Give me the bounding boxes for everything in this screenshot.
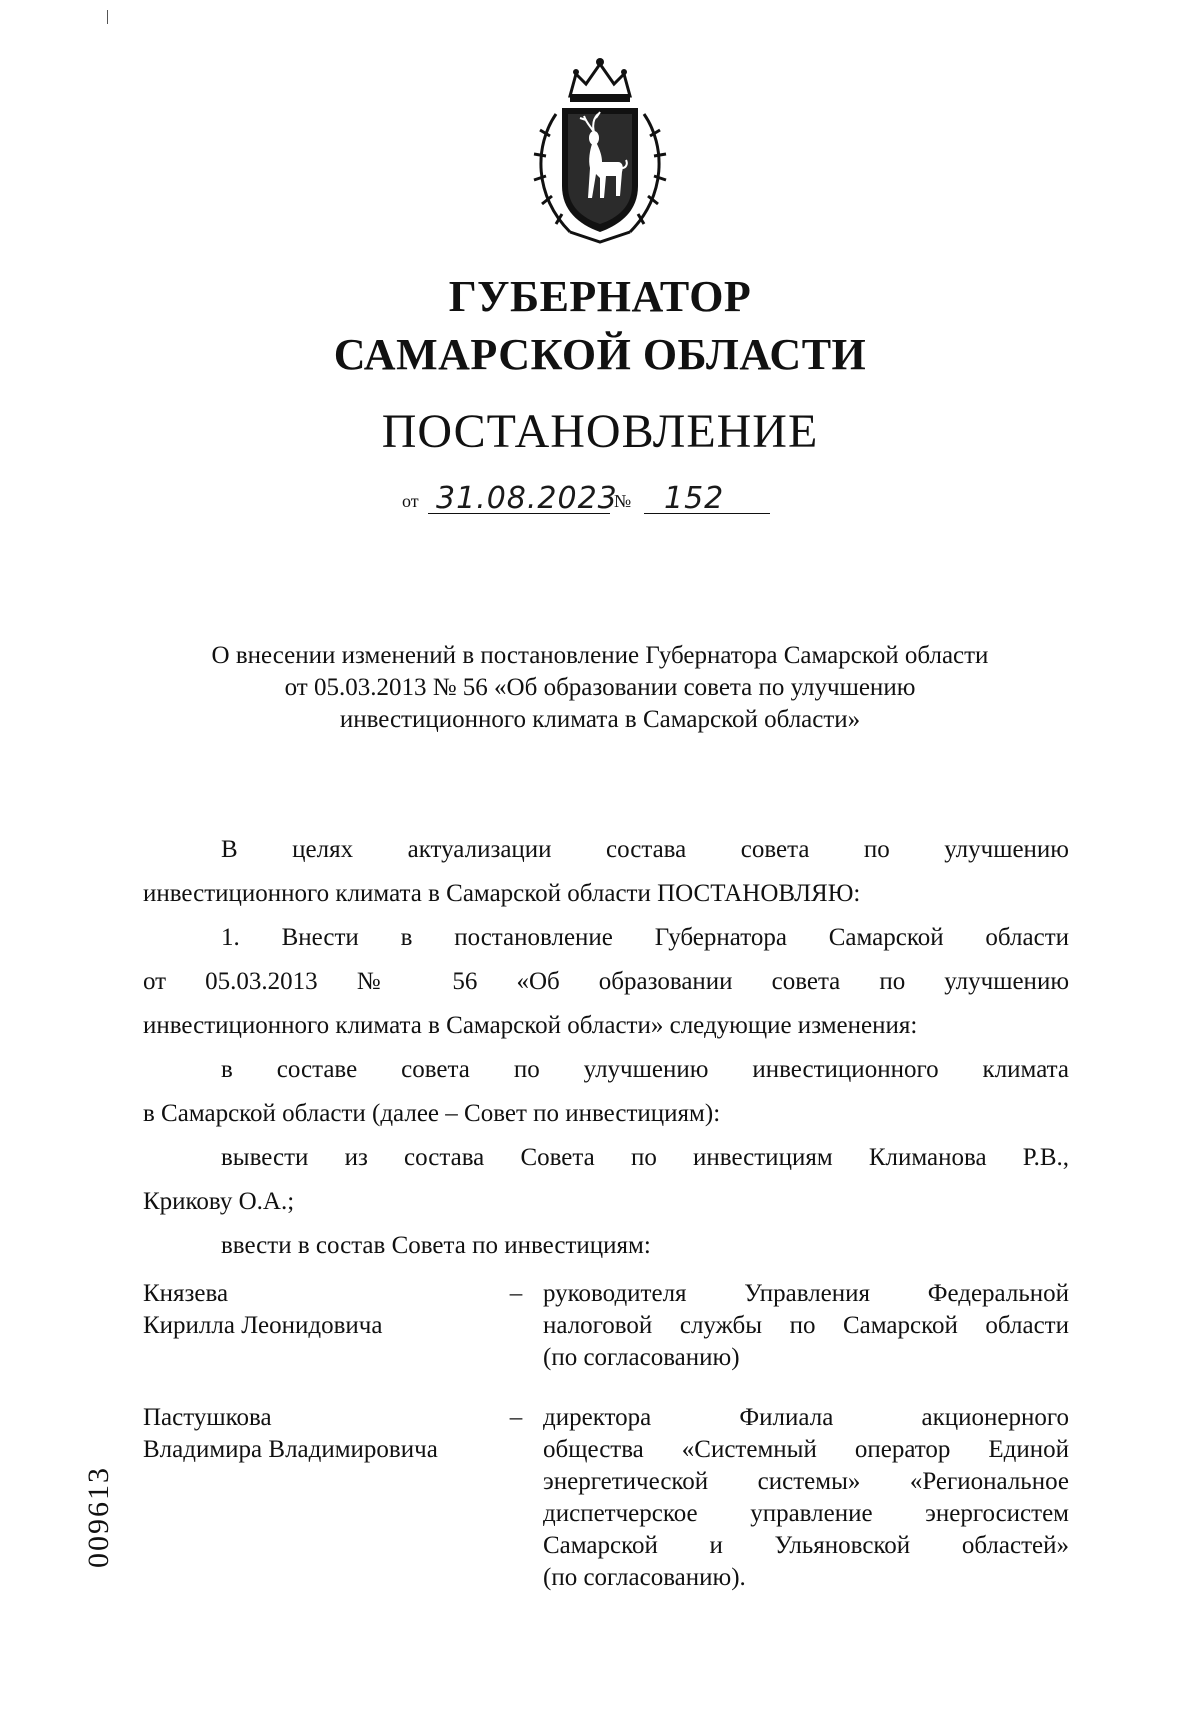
member-given-names: Кирилла Леонидовича (143, 1312, 383, 1339)
org-line-2: САМАРСКОЙ ОБЛАСТИ (333, 330, 867, 379)
paragraph-line: инвестиционного климата в Самарской области» следующие изменения: (143, 1012, 918, 1039)
role-line: Самарской и Ульяновской областей» (543, 1532, 1069, 1559)
subject-line: от 05.03.2013 № 56 «Об образовании совета по улучшению (284, 674, 916, 701)
role-line: директора Филиала акционерного (543, 1404, 1069, 1431)
dash-separator: – (509, 1280, 523, 1307)
paragraph-line: инвестиционного климата в Самарской области ПОСТАНОВЛЯЮ: (143, 880, 861, 907)
role-line: руководителя Управления Федеральной (543, 1280, 1069, 1307)
role-line: (по согласованию). (543, 1564, 746, 1591)
document-subject (120, 640, 1080, 736)
paragraph-line: В целях актуализации состава совета по улучшению (221, 836, 1069, 863)
member-surname: Пастушкова (143, 1404, 272, 1431)
date-number-line (402, 478, 802, 518)
registration-number: 009613 (82, 1466, 115, 1568)
issuing-authority (0, 268, 1200, 384)
dash-separator: – (509, 1404, 523, 1431)
document-body (143, 828, 1069, 1268)
number-label: № (614, 491, 632, 511)
member-role (543, 1402, 1069, 1594)
list-item (143, 1402, 1069, 1594)
member-name (143, 1402, 483, 1466)
member-name (143, 1278, 483, 1342)
role-line: энергетической системы» «Региональное (543, 1468, 1069, 1495)
paragraph-line: от 05.03.2013 № 56 «Об образовании совета по улучшению (143, 968, 1069, 995)
paragraph-line: 1. Внести в постановление Губернатора Самарской области (221, 924, 1069, 951)
list-item (143, 1278, 1069, 1374)
subject-line: инвестиционного климата в Самарской области» (339, 706, 861, 733)
scan-mark (107, 10, 108, 24)
paragraph-line: в составе совета по улучшению инвестиционного климата (221, 1056, 1069, 1083)
paragraph-line: ввести в состав Совета по инвестициям: (221, 1232, 651, 1259)
subject-line: О внесении изменений в постановление Губернатора Самарской области (211, 642, 989, 669)
role-line: общества «Системный оператор Единой (543, 1436, 1069, 1463)
org-line-1: ГУБЕРНАТОР (448, 272, 752, 321)
member-given-names: Владимира Владимировича (143, 1436, 438, 1463)
member-role (543, 1278, 1069, 1374)
date-label: от (402, 491, 419, 511)
crown-icon (570, 58, 630, 102)
document-type: ПОСТАНОВЛЕНИЕ (381, 405, 819, 458)
member-list (143, 1278, 1069, 1622)
role-line: налоговой службы по Самарской области (543, 1312, 1069, 1339)
paragraph-line: вывести из состава Совета по инвестициям Климанова Р.В., (221, 1144, 1069, 1171)
number-value: 152 (664, 481, 725, 516)
coat-of-arms-emblem (526, 56, 674, 246)
paragraph-line: в Самарской области (далее – Совет по инвестициям): (143, 1100, 721, 1127)
member-surname: Князева (143, 1280, 229, 1307)
role-line: (по согласованию) (543, 1344, 740, 1371)
role-line: диспетчерское управление энергосистем (543, 1500, 1069, 1527)
date-value: 31.08.2023 (436, 481, 618, 516)
paragraph-line: Крикову О.А.; (143, 1188, 295, 1215)
